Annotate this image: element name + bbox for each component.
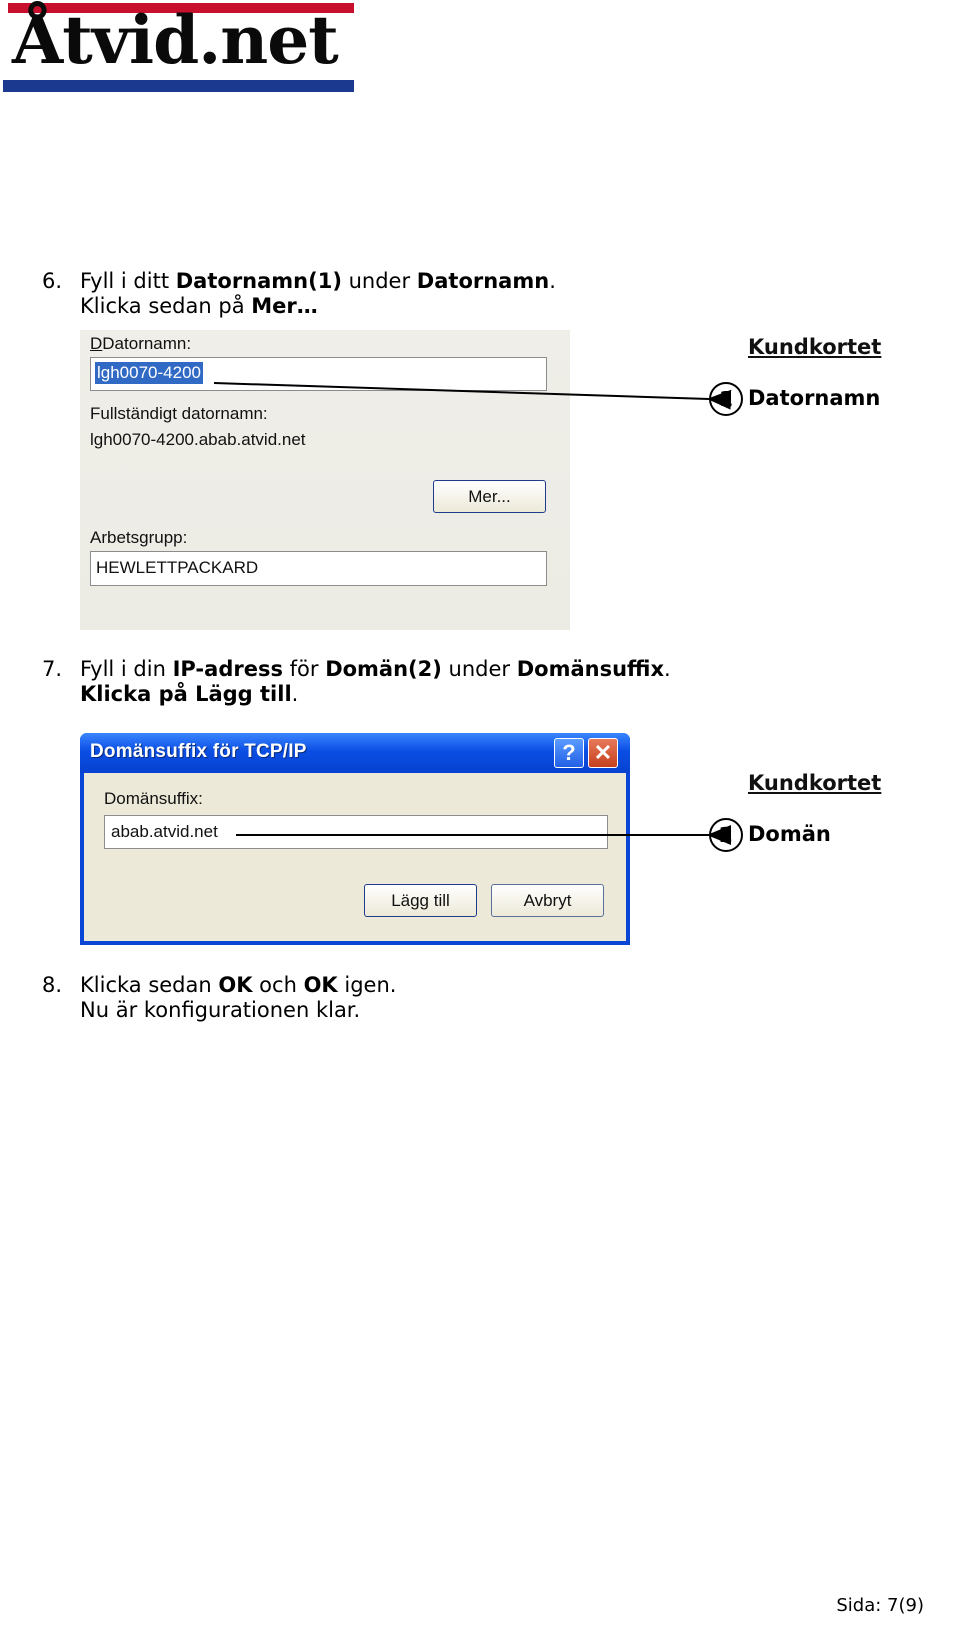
step-number: 6. <box>42 269 63 293</box>
page-number: Sida: 7(9) <box>836 1595 924 1616</box>
close-icon[interactable]: ✕ <box>588 738 618 768</box>
callout-2-number: 2 <box>709 818 743 852</box>
step-7-line-2: Klicka på Lägg till. <box>80 682 299 706</box>
step-number: 8. <box>42 973 63 997</box>
computer-name-value: lgh0070-4200 <box>97 363 201 382</box>
add-button[interactable]: Lägg till <box>364 884 477 917</box>
step-8-line-1: Klicka sedan OK och OK igen. <box>80 973 397 997</box>
step-6-line-2: Klicka sedan på Mer… <box>80 294 318 318</box>
logo: Åtvid.net <box>12 1 338 79</box>
callout-2-heading: Kundkortet <box>748 771 882 795</box>
step-number: 7. <box>42 657 63 681</box>
workgroup-label: Arbetsgrupp: <box>90 528 188 547</box>
callout-1-number: 1 <box>709 382 743 416</box>
full-name-value: lgh0070-4200.abab.atvid.net <box>90 430 306 449</box>
domain-suffix-label: Domänsuffix: <box>104 789 203 808</box>
dialog-title: Domänsuffix för TCP/IP <box>90 741 307 762</box>
help-icon[interactable]: ? <box>554 738 584 768</box>
step-6-line-1: Fyll i ditt Datornamn(1) under Datornamn. <box>80 269 556 293</box>
callout-1-heading: Kundkortet <box>748 335 882 359</box>
step-7-line-1: Fyll i din IP-adress för Domän(2) under Domänsuffix. <box>80 657 671 681</box>
callout-1-label: Datornamn <box>748 386 881 410</box>
callout-2-label: Domän <box>748 822 831 846</box>
workgroup-value: HEWLETTPACKARD <box>96 558 259 577</box>
computer-name-label: DDatornamn: <box>90 334 192 353</box>
cancel-button[interactable]: Avbryt <box>491 884 604 917</box>
more-button[interactable]: Mer... <box>433 480 546 513</box>
domain-suffix-value: abab.atvid.net <box>111 822 218 841</box>
step-8-line-2: Nu är konfigurationen klar. <box>80 998 361 1022</box>
arrow-to-computer-name <box>214 383 709 399</box>
full-name-label: Fullständigt datornamn: <box>90 404 268 423</box>
